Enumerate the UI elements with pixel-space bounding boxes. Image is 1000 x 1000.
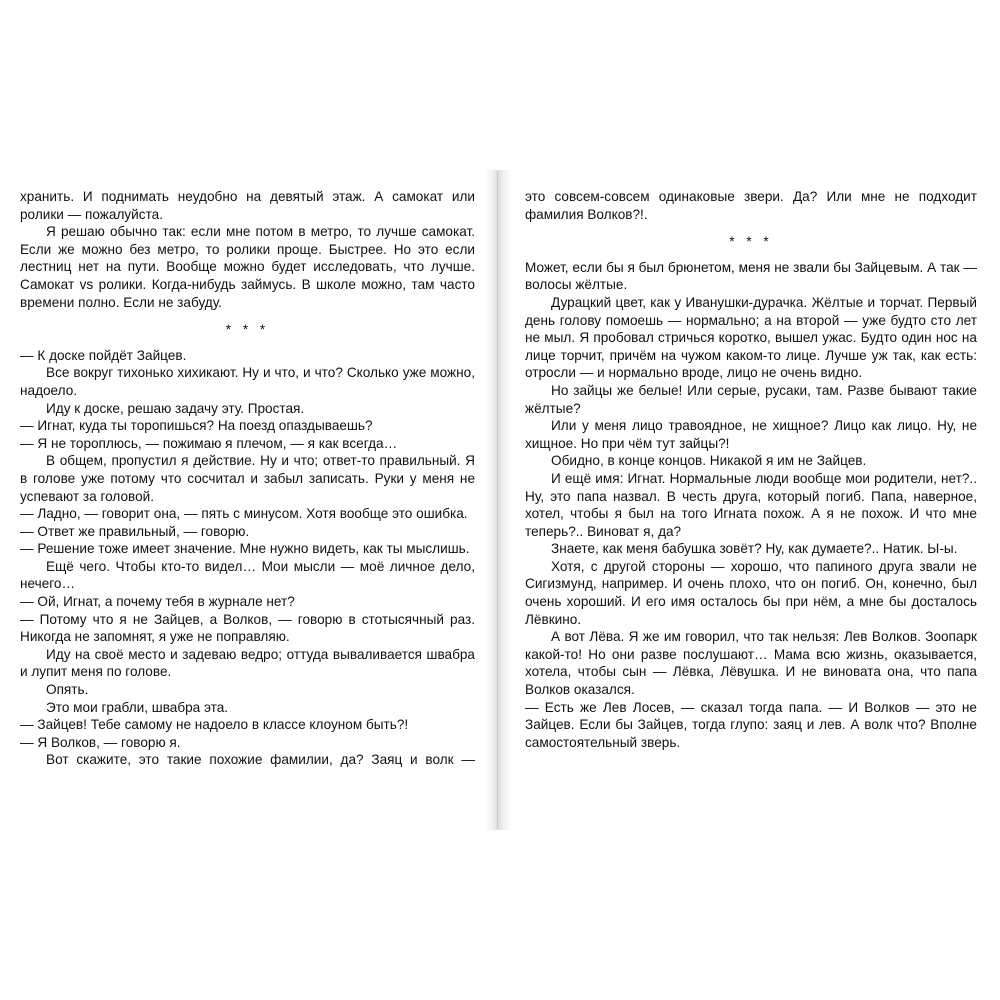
- paragraph: Иду на своё место и задеваю ведро; оттуда вываливается швабра и лупит меня по голове.: [20, 646, 475, 680]
- paragraph: — Ой, Игнат, а почему тебя в журнале нет?: [20, 594, 295, 610]
- paragraph: Опять.: [46, 682, 89, 698]
- book-gutter-shadow: [484, 170, 512, 830]
- paragraph: — Я Волков, — говорю я.: [20, 734, 181, 750]
- paragraph: Но зайцы же белые! Или серые, русаки, там. Разве бывают такие жёлтые?: [525, 382, 977, 416]
- paragraph: — К доске пойдёт Зайцев.: [20, 347, 187, 363]
- paragraph: Иду к доске, решаю задачу эту. Простая.: [46, 400, 305, 416]
- paragraph: — Ладно, — говорит она, — пять с минусом. Хотя вообще это ошибка.: [20, 506, 468, 522]
- paragraph: И ещё имя: Игнат. Нормальные люди вообще мои родители, нет?.. Ну, это папа назвал. В честь друга, который погиб. Папа, наверное, хотел, чтобы я был на того Игната похож. А я не похож. И что мне теперь?.. Виноват я, да?: [525, 470, 977, 539]
- section-separator: * * *: [225, 322, 270, 338]
- paragraph: — Я не тороплюсь, — пожимаю я плечом, — я как всегда…: [20, 435, 398, 451]
- paragraph: это совсем-совсем одинаковые звери. Да? Или мне не подходит фамилия Волков?!.: [525, 189, 977, 222]
- paragraph: Или у меня лицо травоядное, не хищное? Лицо как лицо. Ну, не хищное. Но при чём тут зайцы?!: [525, 418, 977, 451]
- paragraph: — Игнат, куда ты торопишься? На поезд опаздываешь?: [20, 418, 373, 434]
- paragraph: — Потому что я не Зайцев, а Волков, — говорю в стотысячный раз. Никогда не запомнят, я уже не поправляю.: [20, 611, 475, 645]
- right-page: [525, 188, 977, 751]
- paragraph: В общем, пропустил я действие. Ну и что; ответ-то правильный. Я в голове уже потому что сосчитал и забыл записать. Руки у меня не успевают за головой.: [20, 453, 475, 504]
- paragraph: Может, если бы я был брюнетом, меня не звали бы Зайцевым. А так — волосы жёлтые.: [525, 259, 977, 293]
- paragraph: Все вокруг тихонько хихикают. Ну и что, и что? Сколько уже можно, надоело.: [20, 365, 475, 398]
- paragraph: — Ответ же правильный, — говорю.: [20, 523, 250, 539]
- paragraph: Это мои грабли, швабра эта.: [46, 699, 229, 715]
- paragraph: хранить. И поднимать неудобно на девятый этаж. А самокат или ролики — пожалуйста.: [20, 189, 475, 222]
- paragraph: Хотя, с другой стороны — хорошо, что папиного друга звали не Сигизмунд, например. И очень плохо, что он погиб. Он, конечно, был очень хороший. И его имя осталось бы при нём, а мне бы досталось Лёвкино.: [525, 558, 977, 627]
- paragraph: Я решаю обычно так: если мне потом в метро, то лучше самокат. Если же можно без метро, то ролики проще. Быстрее. Но это если лестниц нет на пути. Вообще можно будет исследовать, что лучше. Самокат vs ролики. Когда-нибудь займусь. В школе можно, там часто времени полно. Если не забуду.: [20, 224, 475, 310]
- book-gutter-line: [497, 172, 498, 828]
- paragraph: Обидно, в конце концов. Никакой я им не Зайцев.: [551, 453, 867, 469]
- paragraph: Знаете, как меня бабушка зовёт? Ну, как думаете?.. Натик. Ы-ы.: [551, 541, 958, 557]
- section-separator: * * *: [729, 234, 773, 250]
- paragraph: Вот скажите, это такие похожие фамилии, да? Заяц и волк —: [46, 752, 475, 768]
- paragraph: А вот Лёва. Я же им говорил, что так нельзя: Лев Волков. Зоопарк какой-то! Но они разве послушают… Мама всю жизнь, оказывается, хотела, чтобы сын — Лёвка, Лёвушка. И не виновата она, что папа Волков оказался.: [525, 629, 977, 698]
- paragraph: — Решение тоже имеет значение. Мне нужно видеть, как ты мыслишь.: [20, 541, 470, 557]
- paragraph: — Зайцев! Тебе самому не надоело в классе клоуном быть?!: [20, 717, 409, 733]
- paragraph: Ещё чего. Чтобы кто-то видел… Мои мысли — моё личное дело, нечего…: [20, 558, 475, 592]
- paragraph: Дурацкий цвет, как у Иванушки-дурачка. Жёлтые и торчат. Первый день голову помоешь — нормально; а на второй — уже будто сто лет не мыл. Я пробовал стричься коротко, вышел ужас. Будто один нос на лице торчит, причём на чужом каком-то лице. Лучше уж так, как есть: отросли — и нормально вроде, лицо не очень видно.: [525, 294, 977, 381]
- left-page: [20, 188, 475, 769]
- paragraph: — Есть же Лев Лосев, — сказал тогда папа. — И Волков — это не Зайцев. Если бы Зайцев, тогда глупо: заяц и лев. А волк что? Вполне самостоятельный зверь.: [525, 699, 977, 750]
